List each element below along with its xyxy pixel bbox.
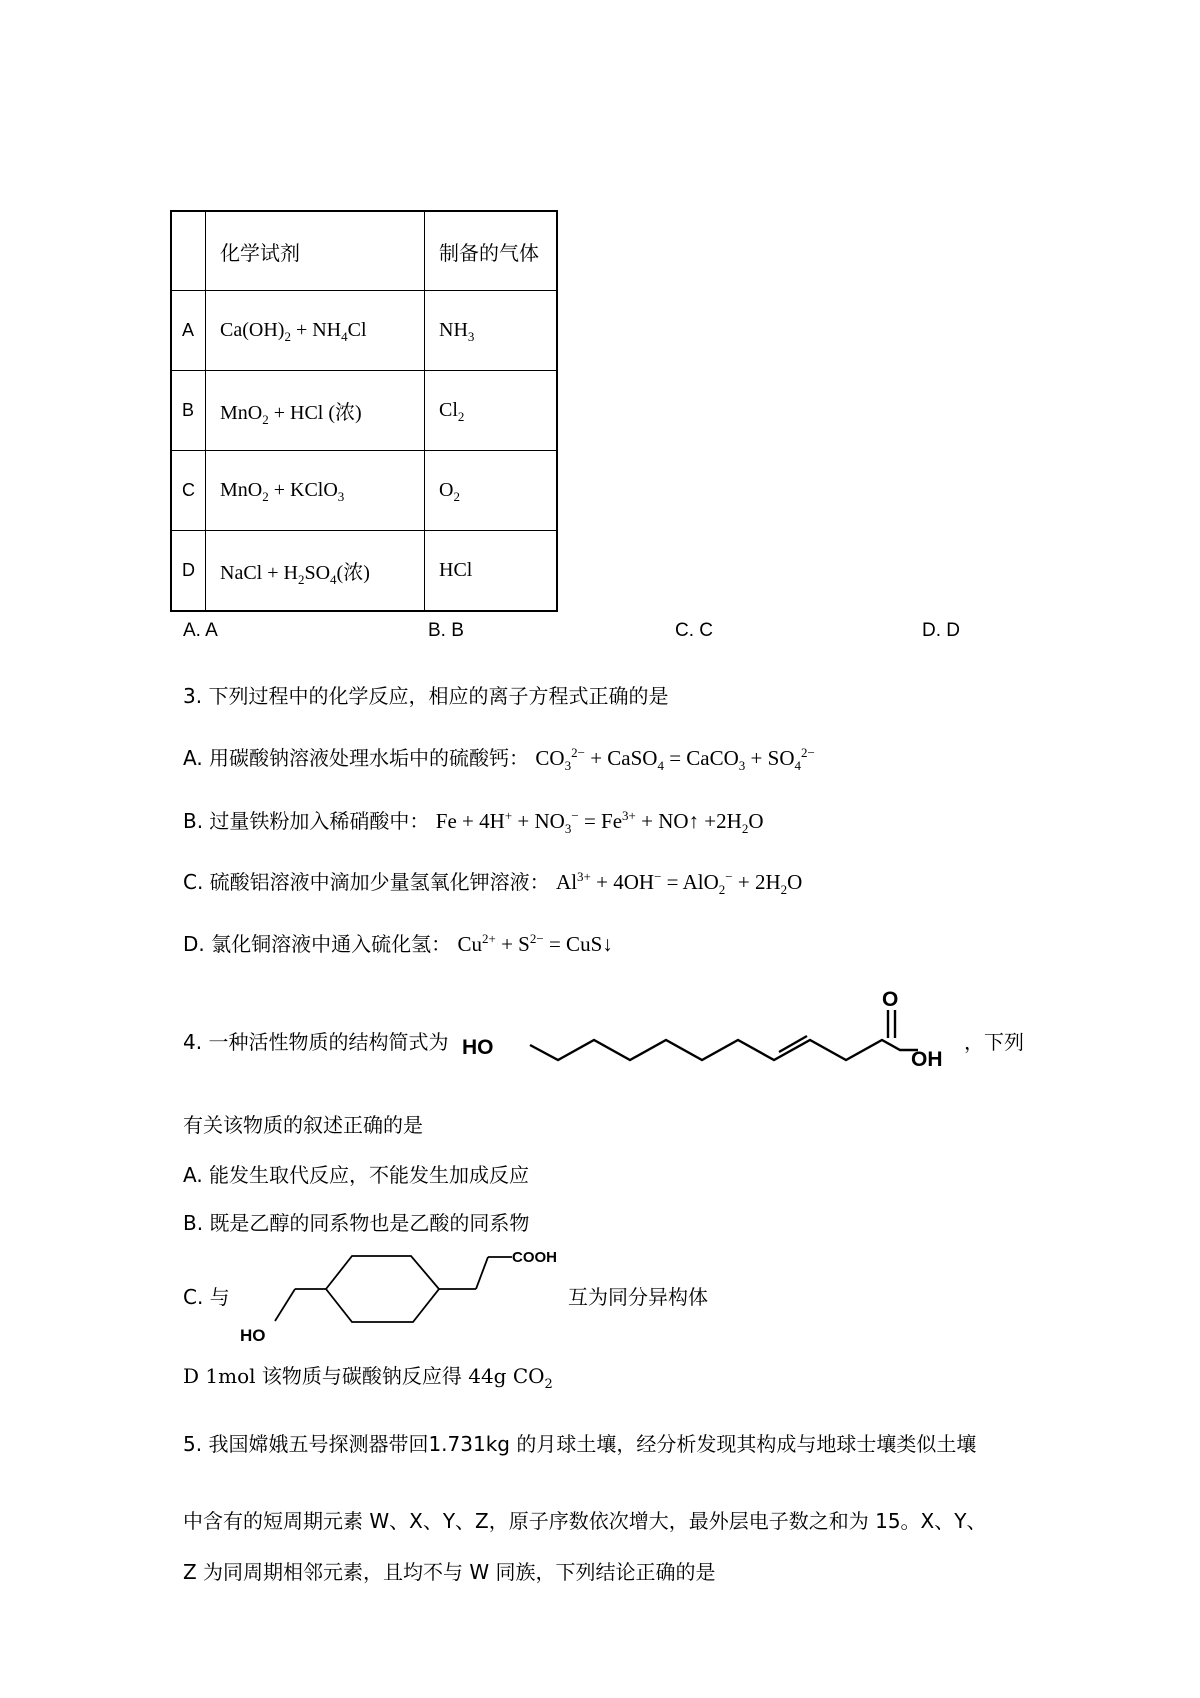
table-row — [171, 291, 557, 371]
table-row — [171, 451, 557, 531]
q4-option-b: B. 既是乙醇的同系物也是乙酸的同系物 — [183, 1211, 530, 1235]
ho-label: HO — [462, 1036, 494, 1059]
option-text: A. 用碳酸钠溶液处理水垢中的硫酸钙： — [183, 746, 530, 770]
oh-label: OH — [911, 1048, 943, 1071]
gas-cell: $NH_3$ — [425, 291, 558, 371]
option-text: C. 硫酸铝溶液中滴加少量氢氧化钾溶液： — [183, 870, 550, 894]
table-header-cell: 化学试剂 — [206, 211, 425, 291]
skeletal-structure-diagram — [462, 988, 962, 1078]
q4-stem-part1: 4. 一种活性物质的结构简式为 — [183, 1030, 449, 1054]
cyclohexane-structure-diagram — [232, 1243, 562, 1348]
q4-option-c-suffix: 互为同分异构体 — [568, 1285, 708, 1309]
ring-ho-label: HO — [240, 1326, 266, 1345]
reagents-cell: MnO$_2$ + KClO$_3$ — [206, 451, 425, 531]
option-text: B. 过量铁粉加入稀硝酸中： — [183, 809, 430, 833]
gas-cell: $Cl_2$ — [425, 371, 558, 451]
gas-cell: $O_2$ — [425, 451, 558, 531]
q3-stem: 3. 下列过程中的化学反应，相应的离子方程式正确的是 — [183, 684, 669, 708]
q3-option-d — [183, 928, 613, 957]
table-header-cell: 制备的气体 — [425, 211, 558, 291]
o-label: O — [882, 988, 899, 1011]
q2-option-d: D. D — [922, 620, 960, 641]
gas-cell: HCl — [425, 531, 558, 612]
ring-cooh-label: COOH — [512, 1249, 557, 1266]
q4-option-a: A. 能发生取代反应，不能发生加成反应 — [183, 1163, 530, 1187]
ionic-equation: $Cu^{2+} + S^{2-}$ = CuS↓ — [457, 931, 613, 956]
ionic-equation: $Al^{3+} + 4OH^- = AlO_2^- + 2H_2O$ — [556, 869, 803, 898]
q4-stem-line2: 有关该物质的叙述正确的是 — [183, 1113, 423, 1137]
ionic-equation: $CO_3^{2-}$ + CaSO$_4$ = CaCO$_3$ + $SO_4^{2-}$ — [535, 745, 815, 774]
row-label: D — [171, 531, 206, 612]
row-label: C — [171, 451, 206, 531]
table-header-cell — [171, 211, 206, 291]
q3-option-a — [183, 742, 815, 774]
table-row — [171, 371, 557, 451]
ionic-equation: $Fe + 4H^+ + NO_3^- = Fe^{3+}$ + NO↑ $+2H_2O$ — [435, 808, 764, 837]
q5-line3: Z 为同周期相邻元素，且均不与 W 同族，下列结论正确的是 — [183, 1560, 716, 1584]
reagents-cell: NaCl + $H_2SO_4$(浓) — [206, 531, 425, 612]
reagents-cell: MnO$_2$ + HCl (浓) — [206, 371, 425, 451]
q2-option-c: C. C — [675, 620, 713, 641]
q3-option-b — [183, 805, 764, 837]
table-header-row — [171, 211, 557, 291]
q2-option-a: A. A — [183, 620, 218, 641]
option-text: D. 氯化铜溶液中通入硫化氢： — [183, 932, 452, 956]
q4-stem-part2: ，下列 — [964, 1030, 1024, 1054]
q5-line2: 中含有的短周期元素 W、X、Y、Z，原子序数依次增大，最外层电子数之和为 15。X、Y、 — [183, 1509, 987, 1533]
q3-option-c — [183, 866, 803, 898]
reagent-table — [170, 210, 558, 612]
q2-option-b: B. B — [428, 620, 464, 641]
q4-option-c-prefix: C. 与 — [183, 1285, 230, 1309]
table-row — [171, 531, 557, 612]
row-label: A — [171, 291, 206, 371]
reagents-cell: $Ca(OH)_2 + NH_4Cl$ — [206, 291, 425, 371]
row-label: B — [171, 371, 206, 451]
q5-line1: 5. 我国嫦娥五号探测器带回1.731kg 的月球土壤，经分析发现其构成与地球士壤类似土壤 — [183, 1432, 977, 1456]
q4-option-d: D 1mol 该物质与碳酸钠反应得 44g $CO_2$ — [183, 1364, 553, 1392]
